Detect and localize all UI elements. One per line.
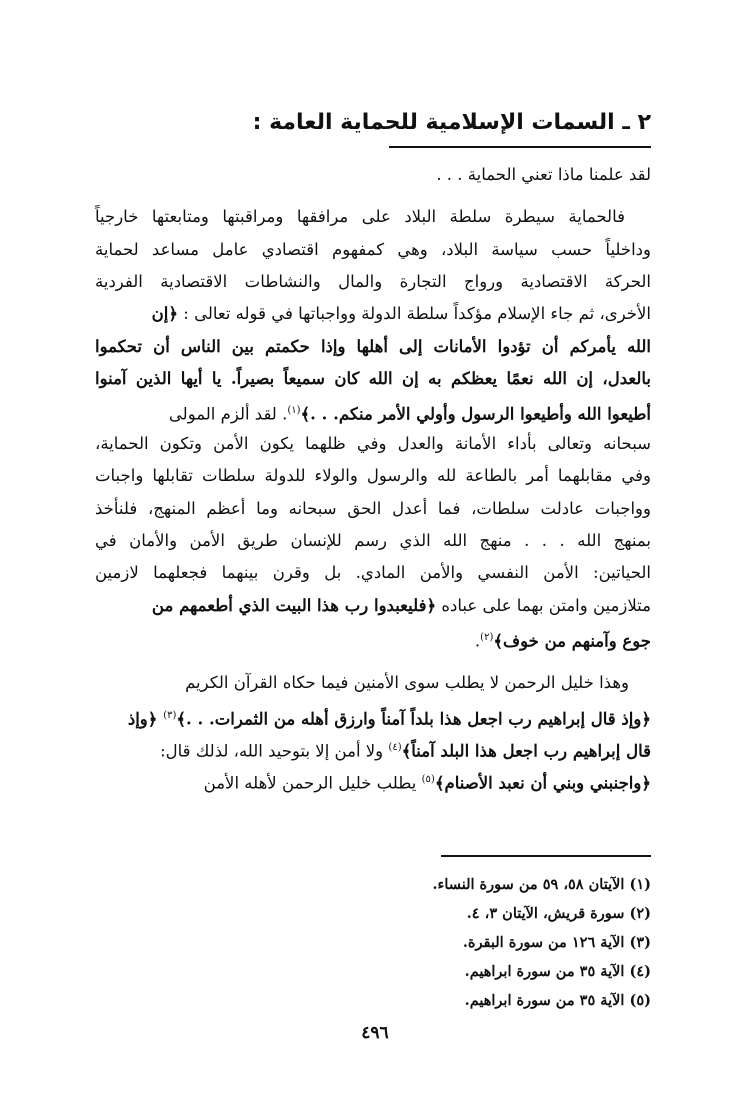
quran-quote: بالعدل، إن الله نعمًا يعظكم به إن الله كان سميعاً بصيراً. يا أيها الذين آمنوا	[95, 369, 651, 388]
text-line	[95, 626, 651, 654]
footnote-ref: (٣)	[163, 710, 177, 721]
quran-quote: الله يأمركم أن تؤدوا الأمانات إلى أهلها وإذا حكمتم بين الناس أن تحكموا	[95, 337, 651, 356]
text-span: . لقد ألزم المولى	[168, 404, 288, 424]
text-span: .	[474, 631, 481, 651]
text-line: وفي مقابلهما أمر بالطاعة لله والرسول والولاء للدولة سلطات تقابلها واجبات	[95, 466, 651, 485]
text-span: الأخرى، ثم جاء الإسلام مؤكداً سلطة الدولة وواجباتها في قوله تعالى :	[178, 304, 651, 323]
text-line: وهذا خليل الرحمن لا يطلب سوى الأمنين فيما حكاه القرآن الكريم	[185, 673, 629, 692]
text-line: سبحانه وتعالى بأداء الأمانة والعدل وفي ظلهما يكون الأمن وتكون الحماية،	[95, 434, 651, 453]
footnote: (٤) الآية ٣٥ من سورة ابراهيم.	[464, 963, 651, 980]
quran-quote: ﴿وإذ قال إبراهيم رب اجعل هذا بلداً آمناً وارزق أهله من الثمرات. . .﴾	[176, 709, 651, 729]
text-line	[95, 399, 651, 427]
text-line	[95, 594, 651, 618]
text-line: بمنهج الله . . . منهج الله الذي رسم للإنسان طريق الأمن والأمان في	[95, 531, 651, 550]
quran-quote: ﴿واجنبني وبني أن نعبد الأصنام﴾	[434, 773, 651, 793]
footnote-separator	[441, 855, 651, 857]
text-line	[95, 736, 651, 764]
text-line: الحركة الاقتصادية ورواج التجارة والمال والنشاطات الاقتصادية الفردية	[95, 272, 651, 291]
text-line	[95, 704, 651, 732]
quran-quote: ﴿فليعبدوا رب هذا البيت الذي أطعمهم من	[151, 596, 437, 615]
footnote-ref: (٥)	[421, 774, 435, 785]
footnote: (١) الآيتان ٥٨، ٥٩ من سورة النساء.	[432, 876, 651, 893]
page-number: ٤٩٦	[361, 1023, 389, 1043]
text-line: وداخلياً حسب سياسة البلاد، وهي كمفهوم اقتصادي عامل مساعد لحماية	[95, 240, 651, 259]
footnote-ref: (٢)	[480, 632, 494, 643]
text-line: الحياتين: الأمن النفسي والأمن المادي. بل وقرن بينهما فجعلهما لازمين	[95, 563, 651, 582]
footnote: (٣) الآية ١٢٦ من سورة البقرة.	[462, 934, 651, 951]
text-span: ولا أمن إلا بتوحيد الله، لذلك قال:	[160, 741, 389, 761]
text-line	[95, 768, 651, 796]
text-span: يطلب خليل الرحمن لأهله الأمن	[203, 773, 422, 793]
text-line: وواجبات عادلت سلطات، فما أعدل الحق سبحانه وما أعظم المنهج، فلنأخذ	[95, 499, 651, 518]
heading-underline	[389, 146, 651, 148]
quran-quote: قال إبراهيم رب اجعل هذا البلد آمناً﴾	[401, 741, 651, 761]
quran-quote: ﴿إن	[151, 304, 179, 323]
footnote: (٢) سورة قريش، الآيتان ٣، ٤.	[466, 905, 651, 922]
quran-quote: جوع وآمنهم من خوف﴾	[493, 631, 651, 651]
quran-quote: ﴿وإذ	[127, 709, 164, 729]
quran-quote: أطيعوا الله وأطيعوا الرسول وأولي الأمر منكم. . .﴾	[300, 404, 651, 424]
text-span: متلازمين وامتن بهما على عباده	[436, 596, 651, 615]
footnote-ref: (٤)	[388, 742, 402, 753]
section-heading: ٢ ـ السمات الإسلامية للحماية العامة :	[252, 110, 651, 135]
footnote: (٥) الآية ٣٥ من سورة ابراهيم.	[464, 992, 651, 1009]
text-line	[95, 302, 651, 326]
text-line: فالحماية سيطرة سلطة البلاد على مرافقها ومراقبتها ومتابعتها خارجياً	[95, 207, 625, 226]
text-line: لقد علمنا ماذا تعني الحماية . . .	[436, 165, 651, 184]
footnote-ref: (١)	[287, 405, 301, 416]
